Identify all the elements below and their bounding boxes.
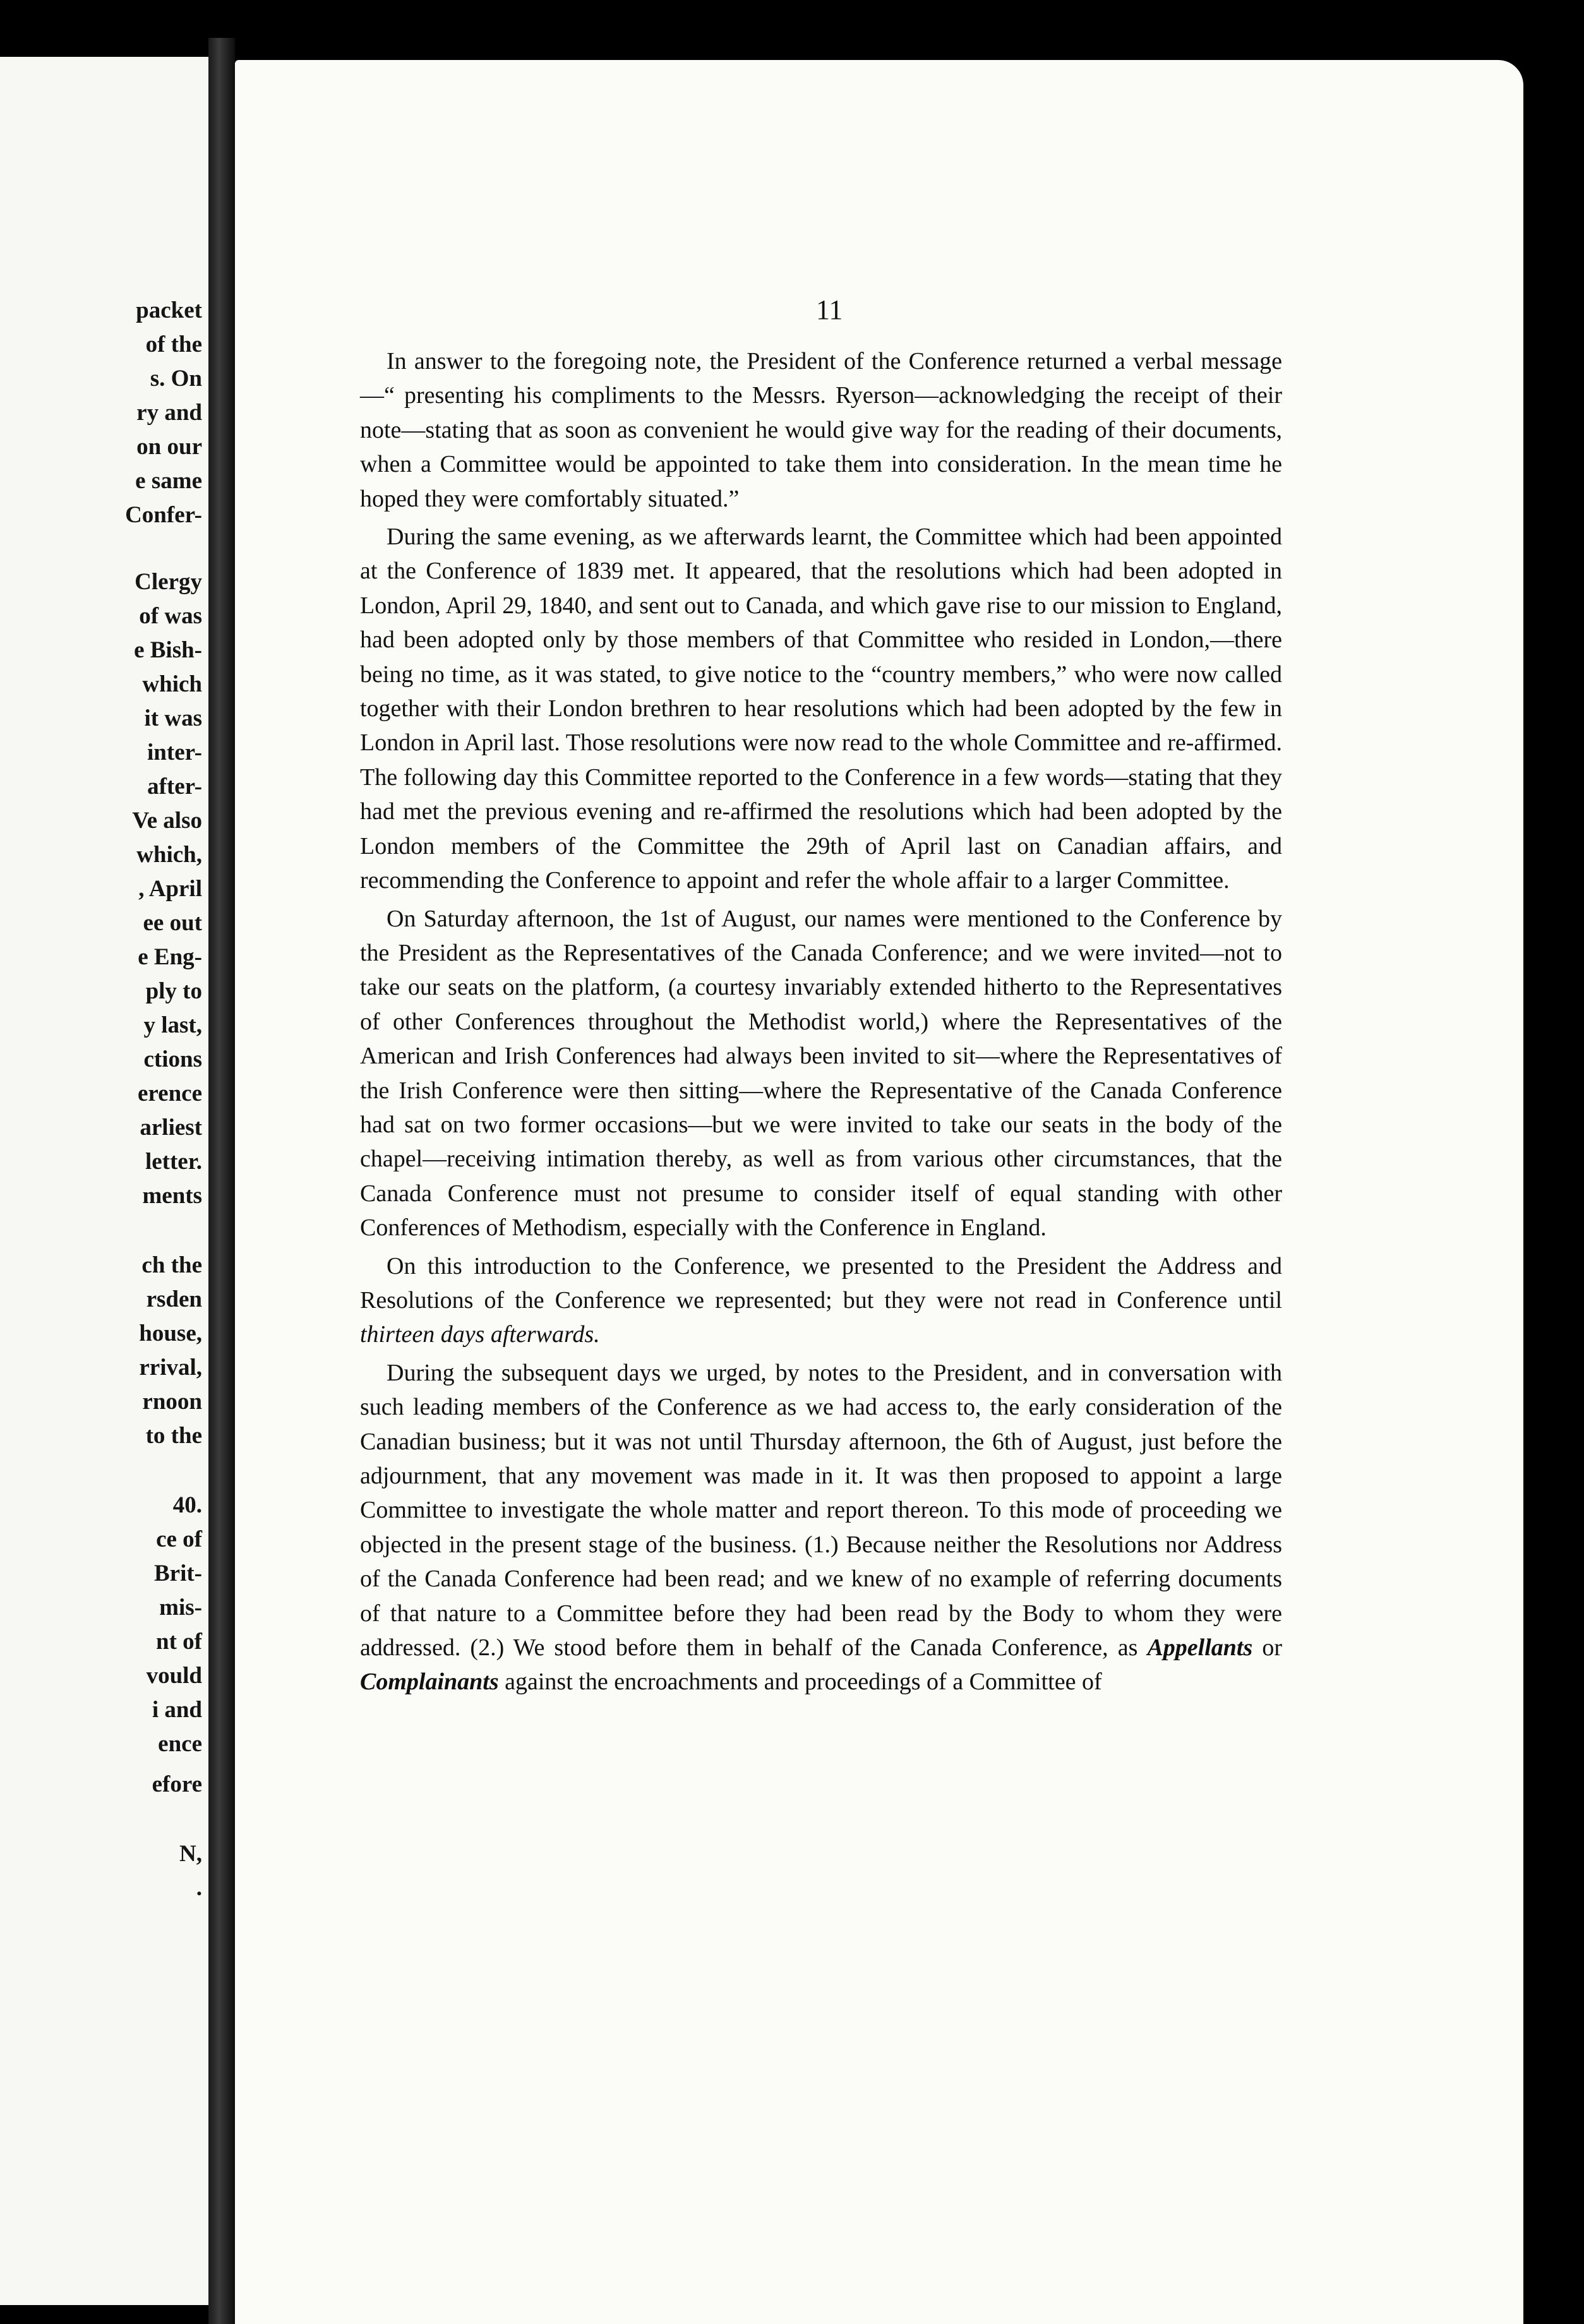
facing-page-line: nt of [156, 1629, 202, 1655]
facing-page-line: inter- [147, 740, 202, 765]
facing-page-line: which [142, 671, 202, 697]
facing-page-line: ply to [145, 978, 202, 1004]
facing-page-line: vould [146, 1663, 202, 1689]
facing-page-line: house, [139, 1321, 202, 1346]
paragraph: During the same evening, as we afterwards learnt, the Committee which had been appointed at the Conference of 1839 met. It appeared, that the resolutions which had been adopted in London, April 29, 1840, and sent out to Canada, and which gave rise to our mission to England, had been adopted only by those members of that Committee who resided in London,—there being no time, as it was stated, to give notice to the “country members,” who were now called together with their London brethren to hear resolutions which had been adopted by the few in London in April last. Those resolutions were now read to the whole Committee and re-affirmed. The following day this Committee reported to the Conference in a few words—stating that they had met the previous evening and re-affirmed the resolutions which had been adopted by the London members of the Committee the 29th of April last on Canadian affairs, and recommending the Conference to appoint and refer the whole affair to a larger Committee. [360, 524, 1282, 894]
facing-page-line: ch the [141, 1252, 202, 1278]
italic-phrase: Complainants [360, 1668, 499, 1696]
facing-page-line: e Bish- [134, 637, 202, 663]
facing-page-line: s. On [150, 366, 202, 392]
facing-page-line: rrival, [139, 1355, 202, 1381]
facing-page-line: ce of [156, 1526, 202, 1552]
page-body [360, 344, 1282, 1699]
facing-page-line: ee out [143, 910, 202, 936]
facing-page-line: to the [145, 1423, 202, 1449]
facing-page-line: i and [152, 1697, 202, 1723]
facing-page-line: erence [137, 1081, 202, 1106]
facing-page [0, 57, 208, 2305]
facing-page-line: ence [158, 1731, 202, 1757]
facing-page-line: Brit- [153, 1560, 202, 1586]
paragraph: In answer to the foregoing note, the President of the Conference returned a verbal message—“ presenting his compliments to the Messrs. Ryerson—acknowledging the receipt of their note—stating that as soon as convenient he would give way for the reading of their documents, when a Committee would be appointed to take them into consideration. In the mean time he hoped they were comfortably situated.” [360, 348, 1282, 512]
facing-page-line: it was [144, 705, 202, 731]
page-number: 11 [816, 294, 843, 325]
book-gutter [208, 38, 235, 2324]
facing-page-line: of the [145, 332, 202, 357]
paragraph-text: During the subsequent days we urged, by notes to the President, and in conversation with such leading members of the Conference as we had access to, the early consideration of the Canadian business; but it was not until Thursday afternoon, the 6th of August, just before the adjournment, that any movement was made in it. It was then proposed to appoint a large Committee to investigate the whole matter and report thereon. To this mode of proceeding we objected in the present stage of the business. (1.) Because neither the Resolutions nor Address of the Canada Conference had been read; and we knew of no example of referring documents of that nature to a Committee before they had been read by the Body to whom they were addressed. (2.) We stood before them in behalf of the Canada Conference, as [360, 1359, 1282, 1662]
facing-page-line: y last, [143, 1012, 202, 1038]
facing-page-line: packet [136, 297, 202, 323]
facing-page-line: arliest [140, 1115, 202, 1141]
facing-page-line: , April [138, 876, 202, 902]
facing-page-line: Ve also [132, 808, 202, 834]
facing-page-line: ry and [136, 400, 202, 426]
facing-page-line: efore [152, 1771, 202, 1797]
facing-page-line: rsden [146, 1286, 202, 1312]
facing-page-line: e Eng- [138, 944, 202, 970]
paragraph-text: On this introduction to the Conference, we presented to the President the Address and Resolutions of the Conference we represented; but they were not read in Conference until [360, 1252, 1282, 1314]
paragraph [360, 1249, 1282, 1352]
book-page [235, 60, 1523, 2324]
paragraph-text: against the encroachments and proceedings of a Committee of [505, 1668, 1102, 1696]
facing-page-line: e same [135, 468, 202, 494]
facing-page-line: Confer- [125, 502, 202, 528]
facing-page-line: which, [136, 842, 202, 868]
facing-page-line: mis- [159, 1595, 202, 1620]
italic-phrase: Appellants [1147, 1634, 1253, 1662]
facing-page-line: letter. [145, 1149, 202, 1175]
facing-page-line: on our [136, 434, 202, 460]
paragraph-text: or [1262, 1634, 1283, 1662]
italic-phrase: thirteen days afterwards. [360, 1321, 600, 1348]
facing-page-line: N, [179, 1841, 202, 1867]
facing-page-line: rnoon [142, 1389, 202, 1415]
facing-page-line: ctions [143, 1046, 202, 1072]
paragraph: On Saturday afternoon, the 1st of August, our names were mentioned to the Conference by the President as the Representatives of the Canada Conference; and we were invited—not to take our seats on the platform, (a courtesy invariably extended hitherto to the Representatives of other Conferences throughout the Methodist world,) where the Representatives of the American and Irish Conferences had always been invited to sit—where the Representatives of the Irish Conference were then sitting—where the Representative of the Canada Conference had sat on two former occasions—but we were invited to take our seats in the body of the chapel—receiving intimation thereby, as well as from various other circumstances, that the Canada Conference must not presume to consider itself of equal standing with other Conferences of Methodism, especially with the Conference in England. [360, 905, 1282, 1242]
facing-page-line: 40. [172, 1492, 202, 1518]
facing-page-line: Clergy [135, 569, 202, 595]
facing-page-line: of was [139, 603, 202, 629]
facing-page-line: . [196, 1875, 202, 1901]
paragraph [360, 1356, 1282, 1699]
facing-page-line: ments [142, 1183, 202, 1209]
facing-page-line: after- [147, 774, 202, 800]
